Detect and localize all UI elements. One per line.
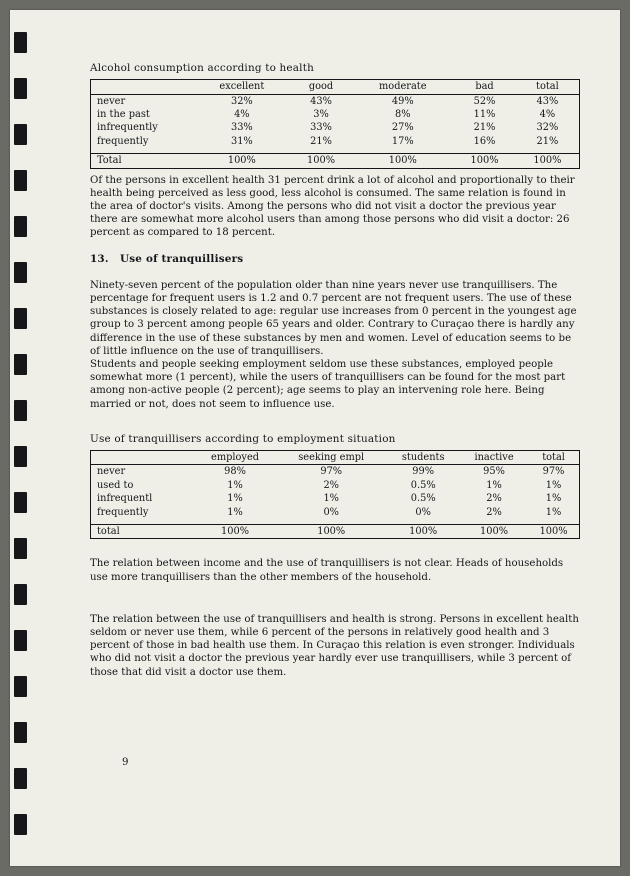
cell: 100% [528, 524, 579, 538]
punch-hole [14, 216, 27, 237]
cell: 32% [230, 95, 253, 107]
cell: 1% [323, 493, 339, 505]
table-header-row [91, 451, 580, 465]
cell: 1% [545, 493, 562, 505]
cell: 16% [473, 135, 496, 147]
cell: 1% [227, 493, 243, 505]
punch-hole [14, 400, 27, 421]
cell: 3% [313, 109, 329, 121]
column-header: students [386, 451, 460, 465]
column-header: inactive [460, 451, 528, 465]
punch-hole [14, 722, 27, 743]
cell: 1% [227, 506, 243, 518]
punch-hole [14, 676, 27, 697]
cell: 97% [320, 466, 343, 478]
section-heading [90, 253, 580, 266]
row-label: in the past [97, 109, 150, 121]
cell: 100% [386, 524, 460, 538]
page-number: 9 [122, 757, 129, 768]
cell: 100% [290, 154, 353, 168]
column-header: seeking empl [276, 451, 386, 465]
cell: 0% [323, 506, 339, 518]
tranquillisers-employment-table [90, 450, 580, 539]
row-label: infrequently [97, 122, 158, 134]
cell: 0% [415, 506, 431, 518]
cell: 27% [391, 122, 414, 134]
column-header: good [290, 80, 353, 94]
cell: 98% [224, 466, 246, 478]
table-row [91, 465, 580, 479]
cell: 2% [486, 506, 502, 518]
cell: 33% [310, 122, 332, 134]
table-row [91, 492, 580, 505]
column-header: total [528, 451, 579, 465]
cell: 1% [545, 506, 562, 518]
column-header: employed [194, 451, 276, 465]
section-number: 13. [90, 252, 109, 265]
table-total-row [91, 154, 580, 168]
cell: 99% [412, 466, 435, 478]
column-header [91, 451, 195, 465]
punch-hole [14, 124, 27, 145]
cell: 21% [473, 122, 496, 134]
table-row [91, 94, 580, 108]
column-header: total [516, 80, 580, 94]
row-label: total [91, 524, 195, 538]
row-label: infrequentl [97, 493, 153, 505]
table1-caption: Alcohol consumption according to health [90, 62, 314, 74]
cell: 8% [395, 109, 411, 121]
table-row [91, 108, 580, 121]
punch-hole [14, 538, 27, 559]
cell: 100% [516, 154, 580, 168]
row-label: never [97, 95, 126, 107]
punch-hole [14, 308, 27, 329]
row-label: frequently [97, 506, 149, 518]
cell: 49% [391, 95, 414, 107]
column-header: bad [453, 80, 516, 94]
cell: 1% [486, 479, 502, 491]
cell: 2% [486, 493, 502, 505]
punch-hole [14, 584, 27, 605]
cell: 100% [453, 154, 516, 168]
cell: 1% [545, 479, 562, 491]
row-label: frequently [97, 135, 149, 147]
cell: 21% [536, 135, 559, 147]
table-row [91, 506, 580, 519]
paragraph-after-table2: The relation between income and the use of tranquillisers is not clear. Heads of households use more tranquillisers than the other members of the household. [90, 558, 564, 583]
table-header-row [91, 80, 580, 94]
punch-hole [14, 446, 27, 467]
cell: 17% [391, 135, 414, 147]
cell: 100% [460, 524, 528, 538]
punch-hole [14, 814, 27, 835]
punch-hole [14, 78, 27, 99]
cell: 11% [473, 109, 496, 121]
cell: 43% [536, 95, 559, 107]
cell: 2% [323, 479, 339, 491]
punch-hole [14, 32, 27, 53]
table2-caption: Use of tranquillisers according to employment situation [90, 432, 396, 445]
punch-hole [14, 262, 27, 283]
row-label: Total [91, 154, 195, 168]
cell: 4% [539, 109, 556, 121]
punch-hole [14, 630, 27, 651]
column-header: excellent [194, 80, 290, 94]
cell: 0.5% [410, 493, 436, 505]
cell: 95% [483, 466, 505, 478]
punch-hole [14, 768, 27, 789]
punch-hole [14, 170, 27, 191]
cell: 100% [194, 524, 276, 538]
cell: 100% [194, 154, 290, 168]
binder-holes [10, 10, 38, 866]
cell: 0.5% [410, 479, 436, 491]
cell: 21% [310, 135, 332, 147]
paragraph-section-body-1: Ninety-seven percent of the population older than nine years never use tranquillisers. The percentage for frequent users is 1.2 and 0.7 percent are not frequent users. The use of these substances is closely related to age: regular use increases from 0 percent in the youngest age group to 3 percent among people 65 years and older. Contrary to Curaçao there is hardly any difference in the use of these substances by men and women. Level of education seems to be of little influence on the use of tranquillisers. [90, 279, 577, 357]
table-total-row [91, 524, 580, 538]
paragraph-section-body-2: Students and people seeking employment seldom use these substances, employed people somewhat more (1 percent), while the users of tranquillisers can be found for the most part among non-active people (2 percent); age seems to play an intervening role here. Being married or not, does not seem to influence use. [90, 358, 566, 410]
table-row [91, 121, 580, 134]
section-title: Use of tranquillisers [120, 252, 244, 265]
table-row [91, 479, 580, 492]
paragraph-closing: The relation between the use of tranquillisers and health is strong. Persons in excellent health seldom or never use them, while 6 percent of the persons in relatively good health and 3 percent of those in bad health use them. In Curaçao this relation is even stronger. Individuals who did not visit a doctor the previous year hardly ever use tranquillisers, while 3 percent of those that did visit a doctor use them. [90, 613, 579, 678]
row-label: never [97, 466, 126, 478]
row-label: used to [97, 479, 134, 491]
cell: 33% [230, 122, 253, 134]
cell: 31% [230, 135, 253, 147]
cell: 32% [536, 122, 559, 134]
cell: 1% [227, 479, 243, 491]
cell: 97% [542, 466, 565, 478]
cell: 52% [473, 95, 496, 107]
cell: 100% [352, 154, 453, 168]
cell: 4% [234, 109, 250, 121]
document-body [90, 62, 580, 679]
cell: 100% [276, 524, 386, 538]
column-header: moderate [352, 80, 453, 94]
punch-hole [14, 354, 27, 375]
table-row [91, 135, 580, 148]
column-header [91, 80, 195, 94]
paragraph-after-table1: Of the persons in excellent health 31 percent drink a lot of alcohol and proportionally to their health being perceived as less good, less alcohol is consumed. The same relation is found in the area of doctor's visits. Among the persons who did not visit a doctor the previous year there are somewhat more alcohol users than among those persons who did visit a doctor: 26 percent as compared to 18 percent. [90, 174, 575, 239]
alcohol-consumption-table [90, 79, 580, 168]
cell: 43% [310, 95, 332, 107]
punch-hole [14, 492, 27, 513]
